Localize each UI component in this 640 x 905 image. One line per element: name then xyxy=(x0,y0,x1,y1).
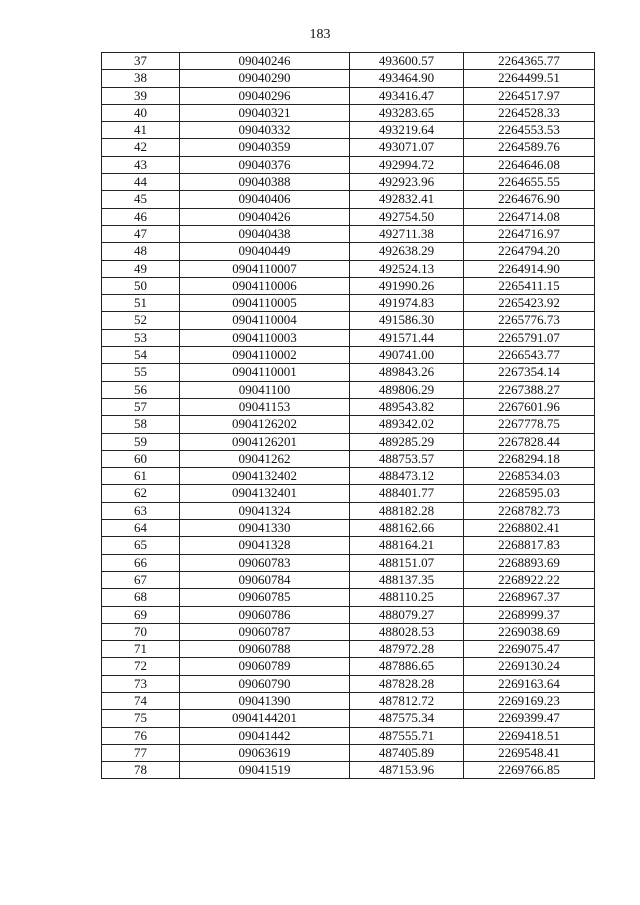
x-coordinate-cell: 487405.89 xyxy=(350,744,464,761)
row-index-cell: 53 xyxy=(102,329,180,346)
point-id-cell: 0904110001 xyxy=(180,364,350,381)
y-coordinate-cell: 2267388.27 xyxy=(464,381,595,398)
y-coordinate-cell: 2265776.73 xyxy=(464,312,595,329)
point-id-cell: 09041153 xyxy=(180,398,350,415)
y-coordinate-cell: 2264794.20 xyxy=(464,243,595,260)
row-index-cell: 46 xyxy=(102,208,180,225)
table-row xyxy=(102,641,595,658)
row-index-cell: 42 xyxy=(102,139,180,156)
y-coordinate-cell: 2267601.96 xyxy=(464,398,595,415)
y-coordinate-cell: 2264499.51 xyxy=(464,70,595,87)
table-row xyxy=(102,295,595,312)
x-coordinate-cell: 493600.57 xyxy=(350,53,464,70)
row-index-cell: 38 xyxy=(102,70,180,87)
y-coordinate-cell: 2269130.24 xyxy=(464,658,595,675)
point-id-cell: 0904110005 xyxy=(180,295,350,312)
y-coordinate-cell: 2264517.97 xyxy=(464,87,595,104)
row-index-cell: 68 xyxy=(102,589,180,606)
y-coordinate-cell: 2269075.47 xyxy=(464,641,595,658)
row-index-cell: 78 xyxy=(102,762,180,779)
point-id-cell: 09041262 xyxy=(180,450,350,467)
y-coordinate-cell: 2267828.44 xyxy=(464,433,595,450)
page-number: 183 xyxy=(309,27,331,42)
x-coordinate-cell: 487886.65 xyxy=(350,658,464,675)
point-id-cell: 09041442 xyxy=(180,727,350,744)
table-row xyxy=(102,364,595,381)
table-row xyxy=(102,450,595,467)
table-row xyxy=(102,260,595,277)
y-coordinate-cell: 2264714.08 xyxy=(464,208,595,225)
row-index-cell: 44 xyxy=(102,174,180,191)
y-coordinate-cell: 2264655.55 xyxy=(464,174,595,191)
x-coordinate-cell: 487972.28 xyxy=(350,641,464,658)
row-index-cell: 41 xyxy=(102,122,180,139)
row-index-cell: 51 xyxy=(102,295,180,312)
x-coordinate-cell: 493464.90 xyxy=(350,70,464,87)
x-coordinate-cell: 487812.72 xyxy=(350,692,464,709)
x-coordinate-cell: 492711.38 xyxy=(350,225,464,242)
x-coordinate-cell: 492754.50 xyxy=(350,208,464,225)
x-coordinate-cell: 487575.34 xyxy=(350,710,464,727)
point-id-cell: 09060784 xyxy=(180,571,350,588)
table-row xyxy=(102,692,595,709)
point-id-cell: 09040449 xyxy=(180,243,350,260)
table-row xyxy=(102,191,595,208)
y-coordinate-cell: 2268802.41 xyxy=(464,520,595,537)
table-row xyxy=(102,727,595,744)
y-coordinate-cell: 2268595.03 xyxy=(464,485,595,502)
table-row xyxy=(102,225,595,242)
point-id-cell: 09040290 xyxy=(180,70,350,87)
x-coordinate-cell: 493283.65 xyxy=(350,104,464,121)
x-coordinate-cell: 489342.02 xyxy=(350,416,464,433)
row-index-cell: 45 xyxy=(102,191,180,208)
row-index-cell: 71 xyxy=(102,641,180,658)
row-index-cell: 61 xyxy=(102,468,180,485)
y-coordinate-cell: 2265423.92 xyxy=(464,295,595,312)
y-coordinate-cell: 2264528.33 xyxy=(464,104,595,121)
row-index-cell: 74 xyxy=(102,692,180,709)
point-id-cell: 09041100 xyxy=(180,381,350,398)
table-row xyxy=(102,347,595,364)
y-coordinate-cell: 2264646.08 xyxy=(464,156,595,173)
point-id-cell: 09060786 xyxy=(180,606,350,623)
table-row xyxy=(102,433,595,450)
x-coordinate-cell: 491990.26 xyxy=(350,277,464,294)
table-row xyxy=(102,502,595,519)
y-coordinate-cell: 2268967.37 xyxy=(464,589,595,606)
table-row xyxy=(102,468,595,485)
table-row xyxy=(102,174,595,191)
table-row xyxy=(102,623,595,640)
row-index-cell: 63 xyxy=(102,502,180,519)
x-coordinate-cell: 491586.30 xyxy=(350,312,464,329)
point-id-cell: 09040438 xyxy=(180,225,350,242)
row-index-cell: 69 xyxy=(102,606,180,623)
table-body xyxy=(102,53,595,779)
x-coordinate-cell: 488110.25 xyxy=(350,589,464,606)
table-row xyxy=(102,571,595,588)
table-row xyxy=(102,277,595,294)
y-coordinate-cell: 2264553.53 xyxy=(464,122,595,139)
row-index-cell: 72 xyxy=(102,658,180,675)
point-id-cell: 09040321 xyxy=(180,104,350,121)
row-index-cell: 43 xyxy=(102,156,180,173)
x-coordinate-cell: 493416.47 xyxy=(350,87,464,104)
y-coordinate-cell: 2269548.41 xyxy=(464,744,595,761)
point-id-cell: 09040406 xyxy=(180,191,350,208)
row-index-cell: 64 xyxy=(102,520,180,537)
point-id-cell: 09040388 xyxy=(180,174,350,191)
table-row xyxy=(102,329,595,346)
point-id-cell: 09040246 xyxy=(180,53,350,70)
row-index-cell: 65 xyxy=(102,537,180,554)
y-coordinate-cell: 2267354.14 xyxy=(464,364,595,381)
x-coordinate-cell: 488401.77 xyxy=(350,485,464,502)
x-coordinate-cell: 487153.96 xyxy=(350,762,464,779)
row-index-cell: 39 xyxy=(102,87,180,104)
row-index-cell: 56 xyxy=(102,381,180,398)
row-index-cell: 75 xyxy=(102,710,180,727)
x-coordinate-cell: 493071.07 xyxy=(350,139,464,156)
point-id-cell: 0904126202 xyxy=(180,416,350,433)
y-coordinate-cell: 2269038.69 xyxy=(464,623,595,640)
x-coordinate-cell: 490741.00 xyxy=(350,347,464,364)
point-id-cell: 09040426 xyxy=(180,208,350,225)
y-coordinate-cell: 2269163.64 xyxy=(464,675,595,692)
table-row xyxy=(102,675,595,692)
point-id-cell: 0904132402 xyxy=(180,468,350,485)
x-coordinate-cell: 489843.26 xyxy=(350,364,464,381)
point-id-cell: 09060788 xyxy=(180,641,350,658)
point-id-cell: 09041330 xyxy=(180,520,350,537)
x-coordinate-cell: 492923.96 xyxy=(350,174,464,191)
row-index-cell: 48 xyxy=(102,243,180,260)
point-id-cell: 09060790 xyxy=(180,675,350,692)
point-id-cell: 09041328 xyxy=(180,537,350,554)
table-row xyxy=(102,416,595,433)
row-index-cell: 66 xyxy=(102,554,180,571)
point-id-cell: 09040296 xyxy=(180,87,350,104)
y-coordinate-cell: 2264676.90 xyxy=(464,191,595,208)
row-index-cell: 60 xyxy=(102,450,180,467)
table-row xyxy=(102,398,595,415)
row-index-cell: 47 xyxy=(102,225,180,242)
y-coordinate-cell: 2269418.51 xyxy=(464,727,595,744)
x-coordinate-cell: 488182.28 xyxy=(350,502,464,519)
x-coordinate-cell: 488079.27 xyxy=(350,606,464,623)
table-row xyxy=(102,744,595,761)
x-coordinate-cell: 488028.53 xyxy=(350,623,464,640)
row-index-cell: 57 xyxy=(102,398,180,415)
row-index-cell: 76 xyxy=(102,727,180,744)
y-coordinate-cell: 2268893.69 xyxy=(464,554,595,571)
row-index-cell: 59 xyxy=(102,433,180,450)
x-coordinate-cell: 488164.21 xyxy=(350,537,464,554)
point-id-cell: 0904144201 xyxy=(180,710,350,727)
x-coordinate-cell: 488473.12 xyxy=(350,468,464,485)
point-id-cell: 09060785 xyxy=(180,589,350,606)
x-coordinate-cell: 489285.29 xyxy=(350,433,464,450)
x-coordinate-cell: 488753.57 xyxy=(350,450,464,467)
table-row xyxy=(102,156,595,173)
point-id-cell: 09060789 xyxy=(180,658,350,675)
point-id-cell: 09040376 xyxy=(180,156,350,173)
row-index-cell: 77 xyxy=(102,744,180,761)
row-index-cell: 67 xyxy=(102,571,180,588)
row-index-cell: 49 xyxy=(102,260,180,277)
y-coordinate-cell: 2269169.23 xyxy=(464,692,595,709)
table-row xyxy=(102,381,595,398)
x-coordinate-cell: 492638.29 xyxy=(350,243,464,260)
table-row xyxy=(102,554,595,571)
x-coordinate-cell: 493219.64 xyxy=(350,122,464,139)
x-coordinate-cell: 488162.66 xyxy=(350,520,464,537)
row-index-cell: 73 xyxy=(102,675,180,692)
row-index-cell: 52 xyxy=(102,312,180,329)
x-coordinate-cell: 488137.35 xyxy=(350,571,464,588)
point-id-cell: 09040332 xyxy=(180,122,350,139)
point-id-cell: 0904110004 xyxy=(180,312,350,329)
row-index-cell: 55 xyxy=(102,364,180,381)
point-id-cell: 0904110003 xyxy=(180,329,350,346)
row-index-cell: 54 xyxy=(102,347,180,364)
x-coordinate-cell: 491571.44 xyxy=(350,329,464,346)
point-id-cell: 0904110002 xyxy=(180,347,350,364)
y-coordinate-cell: 2266543.77 xyxy=(464,347,595,364)
row-index-cell: 62 xyxy=(102,485,180,502)
table-row xyxy=(102,520,595,537)
y-coordinate-cell: 2269766.85 xyxy=(464,762,595,779)
x-coordinate-cell: 491974.83 xyxy=(350,295,464,312)
x-coordinate-cell: 489806.29 xyxy=(350,381,464,398)
y-coordinate-cell: 2269399.47 xyxy=(464,710,595,727)
table-row xyxy=(102,762,595,779)
x-coordinate-cell: 492994.72 xyxy=(350,156,464,173)
table-row xyxy=(102,537,595,554)
x-coordinate-cell: 488151.07 xyxy=(350,554,464,571)
table-row xyxy=(102,122,595,139)
table-row xyxy=(102,139,595,156)
y-coordinate-cell: 2264716.97 xyxy=(464,225,595,242)
y-coordinate-cell: 2268294.18 xyxy=(464,450,595,467)
row-index-cell: 37 xyxy=(102,53,180,70)
point-id-cell: 09041519 xyxy=(180,762,350,779)
y-coordinate-cell: 2267778.75 xyxy=(464,416,595,433)
y-coordinate-cell: 2264365.77 xyxy=(464,53,595,70)
table-row xyxy=(102,710,595,727)
y-coordinate-cell: 2268999.37 xyxy=(464,606,595,623)
point-id-cell: 0904132401 xyxy=(180,485,350,502)
point-id-cell: 09060787 xyxy=(180,623,350,640)
row-index-cell: 70 xyxy=(102,623,180,640)
y-coordinate-cell: 2268782.73 xyxy=(464,502,595,519)
table-row xyxy=(102,485,595,502)
table-row xyxy=(102,104,595,121)
row-index-cell: 58 xyxy=(102,416,180,433)
x-coordinate-cell: 492832.41 xyxy=(350,191,464,208)
row-index-cell: 50 xyxy=(102,277,180,294)
table-row xyxy=(102,87,595,104)
table-row xyxy=(102,606,595,623)
table-row xyxy=(102,312,595,329)
point-id-cell: 09060783 xyxy=(180,554,350,571)
y-coordinate-cell: 2264914.90 xyxy=(464,260,595,277)
point-id-cell: 0904110007 xyxy=(180,260,350,277)
point-id-cell: 09040359 xyxy=(180,139,350,156)
table-row xyxy=(102,658,595,675)
y-coordinate-cell: 2268534.03 xyxy=(464,468,595,485)
point-id-cell: 09041390 xyxy=(180,692,350,709)
x-coordinate-cell: 487555.71 xyxy=(350,727,464,744)
coordinates-table xyxy=(101,52,595,779)
y-coordinate-cell: 2268817.83 xyxy=(464,537,595,554)
y-coordinate-cell: 2264589.76 xyxy=(464,139,595,156)
point-id-cell: 0904110006 xyxy=(180,277,350,294)
x-coordinate-cell: 492524.13 xyxy=(350,260,464,277)
point-id-cell: 09041324 xyxy=(180,502,350,519)
y-coordinate-cell: 2265791.07 xyxy=(464,329,595,346)
row-index-cell: 40 xyxy=(102,104,180,121)
x-coordinate-cell: 487828.28 xyxy=(350,675,464,692)
table-row xyxy=(102,243,595,260)
table-row xyxy=(102,70,595,87)
point-id-cell: 0904126201 xyxy=(180,433,350,450)
y-coordinate-cell: 2268922.22 xyxy=(464,571,595,588)
table-row xyxy=(102,589,595,606)
x-coordinate-cell: 489543.82 xyxy=(350,398,464,415)
table-row xyxy=(102,208,595,225)
point-id-cell: 09063619 xyxy=(180,744,350,761)
table-row xyxy=(102,53,595,70)
y-coordinate-cell: 2265411.15 xyxy=(464,277,595,294)
